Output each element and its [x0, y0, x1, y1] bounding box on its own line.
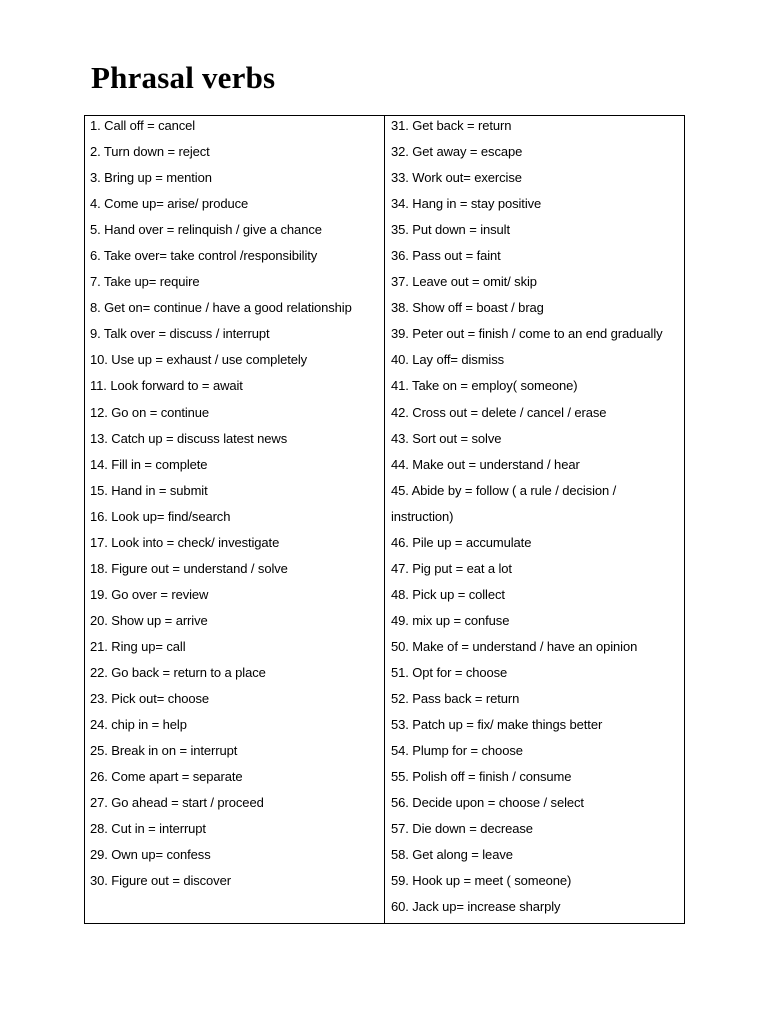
verb-entry: 8. Get on= continue / have a good relationship: [90, 300, 352, 316]
verb-entry: 6. Take over= take control /responsibility: [90, 248, 318, 264]
verb-entry: 34. Hang in = stay positive: [391, 196, 542, 212]
verb-entry: 59. Hook up = meet ( someone): [391, 873, 572, 889]
verb-entry: 15. Hand in = submit: [90, 482, 208, 498]
verb-entry: 53. Patch up = fix/ make things better: [391, 717, 603, 733]
phrasal-verbs-table: [84, 115, 685, 924]
verb-entry: 36. Pass out = faint: [391, 248, 501, 264]
verb-entry: 2. Turn down = reject: [90, 144, 210, 160]
verb-entry: 32. Get away = escape: [391, 144, 523, 160]
verb-entry: instruction): [391, 508, 454, 524]
verb-entry: 42. Cross out = delete / cancel / erase: [391, 404, 607, 420]
verb-entry: 33. Work out= exercise: [391, 170, 522, 186]
verb-entry: 50. Make of = understand / have an opinion: [391, 638, 638, 654]
verb-entry: 5. Hand over = relinquish / give a chance: [90, 222, 322, 238]
verb-entry: 49. mix up = confuse: [391, 612, 510, 628]
verb-entry: 41. Take on = employ( someone): [391, 378, 578, 394]
verb-entry: 13. Catch up = discuss latest news: [90, 430, 288, 446]
verb-entry: 18. Figure out = understand / solve: [90, 560, 288, 576]
verb-entry: 52. Pass back = return: [391, 691, 520, 707]
verb-entry: 23. Pick out= choose: [90, 691, 210, 707]
verb-entry: 60. Jack up= increase sharply: [391, 899, 561, 915]
verb-entry: 24. chip in = help: [90, 717, 187, 733]
verb-entry: 43. Sort out = solve: [391, 430, 502, 446]
verb-entry: 56. Decide upon = choose / select: [391, 795, 584, 811]
verb-entry: 30. Figure out = discover: [90, 873, 231, 889]
verb-entry: 21. Ring up= call: [90, 638, 186, 654]
verb-entry: 1. Call off = cancel: [90, 118, 196, 133]
verb-entry: 11. Look forward to = await: [90, 378, 243, 394]
verb-entry: 38. Show off = boast / brag: [391, 300, 544, 316]
verb-entry: 27. Go ahead = start / proceed: [90, 795, 264, 811]
verb-entry: 9. Talk over = discuss / interrupt: [90, 326, 270, 342]
verb-entry: 58. Get along = leave: [391, 847, 513, 863]
page-title: Phrasal verbs: [91, 60, 276, 95]
verb-entry: 4. Come up= arise/ produce: [90, 196, 249, 212]
verb-entry: 54. Plump for = choose: [391, 743, 523, 759]
verb-entry: 31. Get back = return: [391, 118, 512, 133]
verb-entry: 14. Fill in = complete: [90, 456, 208, 472]
verb-entry: 39. Peter out = finish / come to an end gradually: [391, 326, 663, 342]
verb-entry: 16. Look up= find/search: [90, 508, 231, 524]
verb-entry: 17. Look into = check/ investigate: [90, 534, 280, 550]
verb-entry: 22. Go back = return to a place: [90, 664, 266, 680]
verb-entry: 20. Show up = arrive: [90, 612, 208, 628]
verb-entry: 37. Leave out = omit/ skip: [391, 274, 537, 290]
verb-entry: 29. Own up= confess: [90, 847, 211, 863]
verb-entry: 10. Use up = exhaust / use completely: [90, 352, 308, 368]
verb-entry: 28. Cut in = interrupt: [90, 821, 206, 837]
verb-entry: 46. Pile up = accumulate: [391, 534, 532, 550]
verb-entry: 12. Go on = continue: [90, 404, 210, 420]
verb-entry: 51. Opt for = choose: [391, 664, 508, 680]
verb-entry: 7. Take up= require: [90, 274, 200, 290]
verb-entry: 40. Lay off= dismiss: [391, 352, 505, 368]
verb-entry: 44. Make out = understand / hear: [391, 456, 580, 472]
left-column: [85, 116, 385, 923]
verb-entry: 47. Pig put = eat a lot: [391, 560, 512, 576]
verb-entry: 3. Bring up = mention: [90, 170, 212, 186]
verb-entry: 55. Polish off = finish / consume: [391, 769, 572, 785]
right-column: [385, 116, 684, 923]
verb-entry: 48. Pick up = collect: [391, 586, 505, 602]
verb-entry: 25. Break in on = interrupt: [90, 743, 238, 759]
verb-entry: 26. Come apart = separate: [90, 769, 243, 785]
verb-entry: 45. Abide by = follow ( a rule / decision /: [391, 482, 617, 498]
verb-entry: 35. Put down = insult: [391, 222, 510, 238]
verb-entry: 19. Go over = review: [90, 586, 209, 602]
verb-entry: 57. Die down = decrease: [391, 821, 533, 837]
